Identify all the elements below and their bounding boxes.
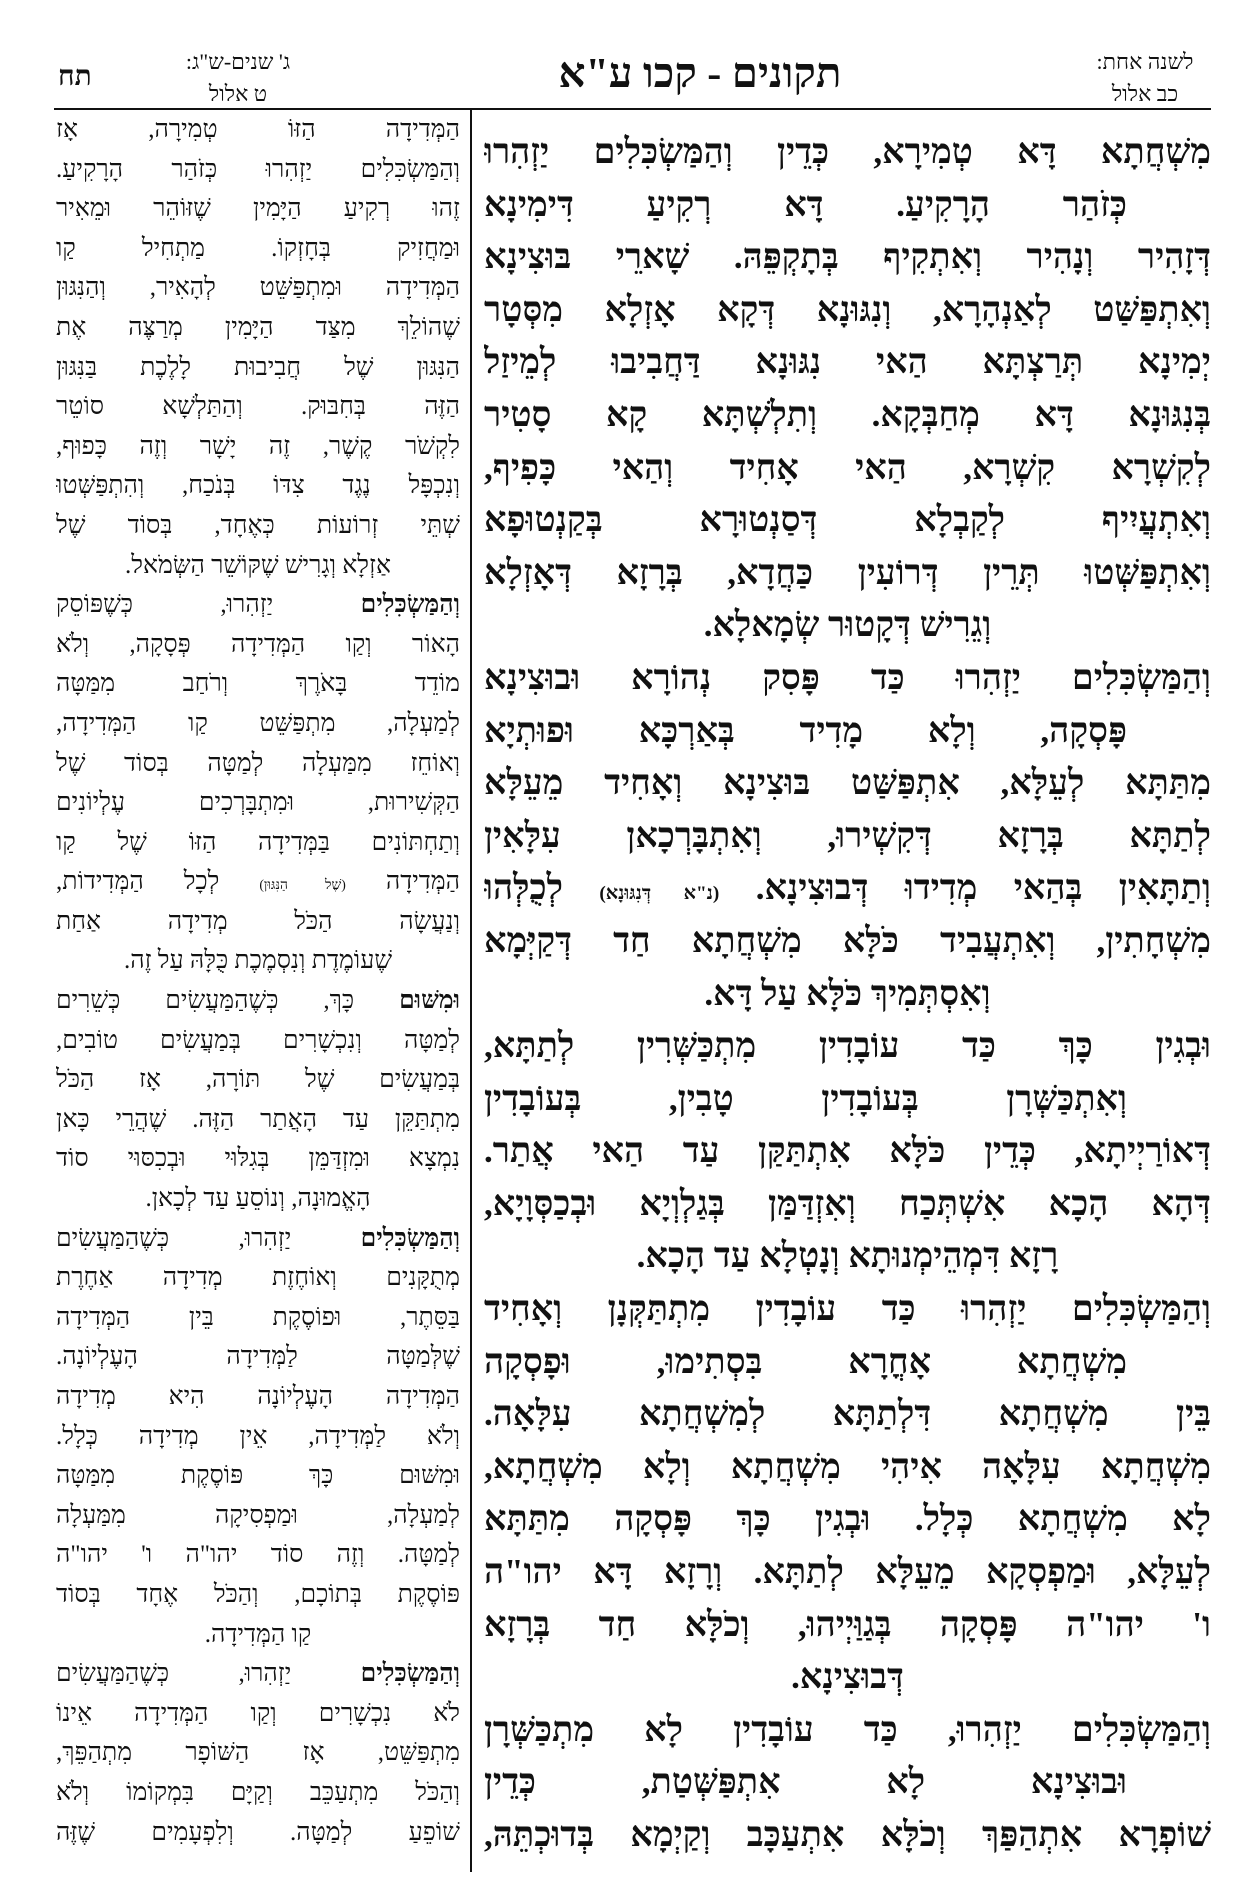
- translation-line: [56, 862, 460, 902]
- translation-line: מִתְפַּשֵּׁט, אָז הַשּׁוֹפָר מִתְהַפֵּךְ,: [56, 1739, 460, 1767]
- main-text-line: מִשְׁחָתִין, וְאִתְעֲבִיד כֹּלָּא מִשְׁחֲתָא חַד דְּקַיְּמָא: [484, 920, 1211, 960]
- main-text-line: כְּזֹהַר הָרָקִיעַ. דָּא רְקִיעַ דִּימִינָא: [484, 184, 1127, 224]
- main-text-column: [484, 126, 1211, 1862]
- translation-line: לִקְשֹׁר קֶשֶׁר, זֶה יָשָׁר וְזֶה כָּפוּף,: [56, 432, 460, 460]
- translation-line: הַמְּדִידָה הַזּוֹ טְמִירָה, אָז: [56, 116, 460, 143]
- translation-line: זֶהוּ רְקִיעַ הַיָּמִין שֶׁזּוֹהֵר וּמֵאִיר: [56, 195, 460, 223]
- translation-line: וְנַעֲשָׂה הַכֹּל מְדִידָה אַחַת: [56, 907, 460, 935]
- translation-line: לֹא נִכְשָׁרִים וְקַו הַמְּדִידָה אֵינוֹ: [56, 1699, 460, 1727]
- main-text-line: וְאִתְעֲיִיף לְקַבְלָא דְּסַנְטוּרָא בְּקַנְטוּפָא: [484, 500, 1211, 540]
- translation-line: פּוֹסֶקֶת בְּתוֹכָם, וְהַכֹּל אֶחָד בְּסוֹד: [56, 1580, 460, 1608]
- study-schedule-date: ט אלול: [208, 81, 268, 106]
- translation-line: שְׁתֵּי זְרוֹעוֹת כְּאֶחָד, בְּסוֹד שֶׁל: [56, 511, 460, 539]
- main-text-line: וְהַמַּשְׂכִּלִים יַזְהִרוּ כַּד פָּסִק נְהוֹרָא וּבוּצִינָא: [484, 657, 1211, 697]
- translation-line: הַמְּדִידָה וּמִתְפַּשֵּׁט לְהָאִיר, וְהַנִּגּוּן: [56, 274, 460, 302]
- translation-line: הַקְּשִׁירוּת, וּמִתְבָּרְכִים עֶלְיוֹנִים: [56, 789, 460, 817]
- translation-line: [56, 1219, 460, 1259]
- translation-line: [56, 1654, 460, 1694]
- translation-line: לְמַטָּה. וְזֶה סוֹד יהו"ה ו' יהו"ה: [56, 1541, 460, 1569]
- translation-line: אַזְלָא וְגָרִישׁ שֶׁקּוֹשֵׁר הַשְּׂמֹאל.: [125, 551, 391, 579]
- main-text-line: דְּזָהִיר וְנָהִיר וְאִתְקִיף בְּתָקְפֵּהּ. שָׁארֵי בּוּצִינָא: [484, 237, 1211, 277]
- main-text-line: וְאִסְתְּמִיךְ כֹּלָּא עַל דָּא.: [704, 973, 991, 1013]
- main-text-line: לְעֵלָּא, וּמַפְסְקָא מֵעֵלָּא לְתַתָּא. וְרָזָא דָּא יהו"ה: [484, 1552, 1211, 1592]
- main-text-line: וְאִתְפַּשְּׁטוּ תְּרֵין דְּרוֹעִין כַּחֲדָא, בְּרָזָא דְּאָזְלָא: [484, 552, 1211, 592]
- main-text-line: וְאִתְפַּשַּׁט לְאַנְהָרָא, וְנִגּוּנָא דְּקָא אָזְלָא מִסְּטָר: [484, 289, 1211, 329]
- line-text: לְכֻלְּהוּ: [484, 868, 563, 908]
- translation-line: וְלֹא לַמְּדִידָה, אֵין מְדִידָה כְּלָל.: [56, 1422, 460, 1450]
- translation-line: לְמַעְלָה, מִתְפַּשֵּׁט קַו הַמְּדִידָה,: [56, 709, 460, 737]
- yearly-schedule-date: כב אלול: [1111, 81, 1179, 106]
- translation-line: בַּסֵּתֶר, וּפוֹסֶקֶת בֵּין הַמְּדִידָה: [56, 1303, 460, 1331]
- line-text: יַזְהִרוּ, כְּשֶׁהַמַּעֲשִׂים: [56, 1224, 292, 1252]
- translation-column: [56, 110, 460, 1852]
- paragraph-lead-word: וְהַמַּשְׂכִּלִים: [360, 591, 460, 619]
- main-text-line: מִשְׁחֲתָא אָחֳרָא בִּסְתִימוּ, וּפָסְקָה: [484, 1341, 1127, 1381]
- translation-line: וְהַכֹּל מִתְעַכֵּב וְקַיָּם בִּמְקוֹמוֹ וְלֹא: [56, 1778, 460, 1806]
- paragraph-lead-word: וְהַמַּשְׂכִּלִים: [360, 1660, 460, 1688]
- main-text-line: שׁוֹפְרָא אִתְהַפַּךְ וְכֹלָּא אִתְעַכָּב וְקַיְמָא בְּדוּכְתֵּהּ,: [484, 1815, 1211, 1854]
- translation-line: שׁוֹפֵעַ לְמַטָּה. וְלִפְעָמִים שֶׁזֶּה: [56, 1818, 460, 1846]
- line-text: יַזְהִרוּ, כְּשֶׁהַמַּעֲשִׂים: [56, 1660, 292, 1688]
- main-text-line: וּבְגִין כָּךְ כַּד עוֹבָדִין מִתְכַּשְּׁרִין לְתַתָּא,: [484, 1026, 1211, 1066]
- paragraph-lead-word: וְהַמַּשְׂכִּלִים: [360, 1224, 460, 1252]
- translation-line: הָאֱמוּנָה, וְנוֹסֵעַ עַד לְכָאן.: [145, 1185, 371, 1213]
- main-text-line: פָּסְקָה, וְלָא מָדִיד בְּאַרְכָּא וּפוּתְיָא: [484, 710, 1127, 750]
- translation-line: [56, 585, 460, 625]
- header-left-info: [138, 46, 338, 110]
- line-text: יַזְהִרוּ, כְּשֶׁפּוֹסֵק: [56, 591, 274, 619]
- variant-reading-note: (שֶׁל הַנִּגּוּן): [259, 877, 346, 893]
- translation-line: וְהַמַּשְׂכִּלִים יַזְהִרוּ כְּזֹהַר הָרָקִיעַ.: [56, 155, 460, 183]
- header-right-info: [1075, 46, 1215, 110]
- translation-line: וּמִשּׁוּם כָּךְ פּוֹסֶקֶת מִמַּטָּה: [56, 1462, 460, 1490]
- translation-line: הַזֶּה בְּחִבּוּק. וְהַתַּלְשָׁא סוֹטֵר: [56, 393, 460, 421]
- translation-line: בְּמַעֲשִׂים שֶׁל תּוֹרָה, אָז הַכֹּל: [56, 1066, 460, 1094]
- line-text: הַמְּדִידָה: [385, 868, 460, 896]
- main-text-line: בֵּין מִשְׁחֲתָא דִּלְתַתָּא לְמִשְׁחֲתָא עִלָּאָה.: [484, 1394, 1211, 1434]
- yearly-schedule-label: לשנה אחת:: [1096, 49, 1194, 74]
- line-text: כָּךְ, כְּשֶׁהַמַּעֲשִׂים כְּשֵׁרִים: [56, 987, 355, 1015]
- translation-line: [56, 981, 460, 1021]
- translation-line: וְנִכְפָּל נֶגֶד צִדּוֹ בְּנֹכַח, וְהִתְפַּשְּׁטוּ: [56, 472, 460, 500]
- main-text-line: לָא מִשְׁחֲתָא כְּלָל. וּבְגִין כָּךְ פָּסְקָה מִתַּתָּא: [484, 1499, 1211, 1539]
- main-text-line: מִשְׁחֲתָא עִלָּאָה אִיהִי מִשְׁחֲתָא וְלָא מִשְׁחֲתָא,: [484, 1446, 1211, 1486]
- column-divider: [470, 110, 472, 1872]
- translation-line: וְאוֹחֵז מִמַּעְלָה לְמַטָּה בְּסוֹד שֶׁל: [56, 749, 460, 777]
- translation-line: לְמַעְלָה, וּמַפְסִיקָה מִמַּעְלָה: [56, 1501, 460, 1529]
- translation-line: לְמַטָּה וְנִכְשָׁרִים בְּמַעֲשִׂים טוֹבִים,: [56, 1026, 460, 1054]
- main-text-line: וּבוּצִינָא לָא אִתְפַּשְּׁטַת, כְּדֵין: [484, 1762, 1127, 1802]
- page-title: תקונים - קכו ע"א: [558, 51, 842, 97]
- main-text-line: בְּנִגּוּנָא דָּא מְחַבְּקָא. וְתִלְשְׁתָּא קָא סָטִיר: [484, 394, 1211, 434]
- translation-line: נִמְצָא וּמִזְדַּמֵּן בְּגִלּוּי וּבְכִסּוּי סוֹד: [56, 1145, 460, 1173]
- main-text-line: מִשְׁחֲתָא דָּא טְמִירָא, כְּדֵין וְהַמַּשְׂכִּלִים יַזְהִרוּ: [484, 132, 1211, 171]
- translation-line: הַמְּדִידָה הָעֶלְיוֹנָה הִיא מְדִידָה: [56, 1383, 460, 1410]
- page-number: תח: [58, 61, 92, 92]
- variant-reading-note: (נ"א דְּנִגּוּנָא): [599, 883, 720, 905]
- main-text-line: יְמִינָא תְּרַצְתָּא הַאי נִגּוּנָא דַּחֲבִיבוּ לְמֵיזַל: [484, 342, 1211, 382]
- study-schedule-label: ג' שנים-ש"ג:: [185, 49, 291, 74]
- translation-line: הַנִּגּוּן שֶׁל חֲבִיבוּת לָלֶכֶת בַּנִּגּוּן: [56, 353, 460, 381]
- translation-line: מוֹדֵד בָּאֹרֶךְ וְרֹחַב מִמַּטָּה: [56, 670, 460, 698]
- translation-line: וְתַחְתּוֹנִים בַּמְּדִידָה הַזּוֹ שֶׁל קַו: [56, 828, 460, 856]
- line-text: לְכָל הַמְּדִידוֹת,: [56, 868, 220, 896]
- main-text-line: ו' יהו"ה פָּסְקָה בְּגַוַּיְיהוּ, וְכֹלָּא חַד בְּרָזָא: [484, 1604, 1211, 1644]
- translation-line: שֶׁהוֹלֵךְ מִצַּד הַיָּמִין מְרַצֶּה אֶת: [56, 313, 460, 341]
- main-text-line: וְאִתְכַּשְּׁרָן בְּעוֹבָדִין טָבִין, בְּעוֹבָדִין: [484, 1078, 1127, 1118]
- main-text-line: מִתַּתָּא לְעֵלָּא, אִתְפַּשַּׁט בּוּצִינָא וְאָחִיד מֵעֵלָּא: [484, 763, 1211, 803]
- main-text-line: רָזָא דִּמְהֵימְנוּתָא וְנָטְלָא עַד הָכָא.: [636, 1236, 1059, 1276]
- translation-line: קַו הַמְּדִידָה.: [204, 1620, 312, 1648]
- translation-line: וּמַחֲזִיק בְּחָזְקוֹ. מַתְחִיל קַו: [56, 234, 460, 262]
- translation-line: מִתְתַּקֵּן עַד הָאֲתַר הַזֶּה. שֶׁהֲרֵי כָּאן: [56, 1105, 460, 1133]
- main-text-line: דְּבוּצִינָא.: [791, 1657, 904, 1697]
- translation-line: מְתֻקָּנִים וְאוֹחֶזֶת מְדִידָה אַחֶרֶת: [56, 1264, 460, 1292]
- translation-line: שֶׁלְּמַטָּה לַמְּדִידָה הָעֶלְיוֹנָה.: [56, 1343, 460, 1371]
- main-text-line: וְהַמַּשְׂכִּלִים יַזְהִרוּ, כַּד עוֹבָדִין לָא מִתְכַּשְּׁרָן: [484, 1709, 1211, 1749]
- paragraph-lead-word: וּמִשּׁוּם: [399, 987, 460, 1015]
- main-text-line: דְּאוֹרַיְיתָא, כְּדֵין כֹּלָּא אִתְתַּקַּן עַד הַאי אֲתַר.: [484, 1131, 1211, 1171]
- line-text: וְתַתָּאִין בְּהַאי מְדִידוּ דְּבוּצִינָא.: [755, 868, 1211, 908]
- main-text-line: וְגֵרִישׁ דְּקָטוּר שְׂמָאלָא.: [703, 605, 992, 645]
- main-text-line: [484, 862, 1211, 915]
- main-text-line: דְּהָא הָכָא אִשְׁתְּכַח וְאִזְדַּמַּן בְּגַלְוְיָא וּבְכַסְּוָיָא,: [484, 1183, 1211, 1223]
- main-text-line: וְהַמַּשְׂכִּלִים יַזְהִרוּ כַּד עוֹבָדִין מִתְתַּקְּנָן וְאָחִיד: [484, 1289, 1211, 1329]
- main-text-line: לְתַתָּא בְּרָזָא דְּקִשְׁירוּ, וְאִתְבָּרְכָאן עִלָּאִין: [484, 815, 1211, 855]
- main-text-line: לְקִשְׁרָא קִשְׁרָא, הַאי אָחִיד וְהַאי כָּפִיף,: [484, 447, 1211, 487]
- translation-line: הָאוֹר וְקַו הַמְּדִידָה פְּסָקָה, וְלֹא: [56, 630, 460, 658]
- translation-line: שֶׁעוֹמֶדֶת וְנִסְמֶכֶת כֻּלָּהּ עַל זֶה.: [123, 947, 393, 975]
